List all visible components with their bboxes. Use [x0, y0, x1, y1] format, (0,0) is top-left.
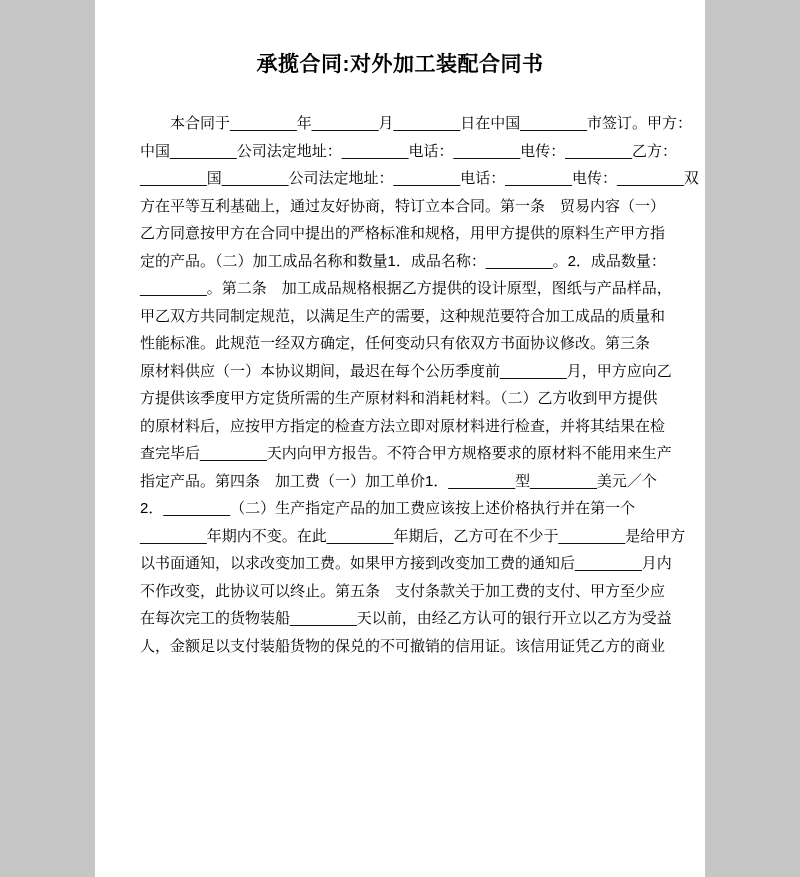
text-line: 人，金额足以支付装船货物的保兑的不可撤销的信用证。该信用证凭乙方的商业: [140, 637, 666, 655]
text-line: 本合同于________年________月________日在中国________市签订。甲方：: [170, 115, 692, 132]
text-line: 乙方同意按甲方在合同中提出的严格标准和规格，用甲方提供的原料生产甲方指: [140, 225, 666, 242]
text-line: 性能标准。此规范一经双方确定，任何变动只有依双方书面协议修改。第三条: [140, 335, 651, 352]
text-line: 的原材料后，应按甲方指定的检查方法立即对原材料进行检查，并将其结果在检: [140, 417, 666, 435]
text-line: 不作改变，此协议可以终止。第五条 支付条款关于加工费的支付、甲方至少应: [140, 582, 666, 600]
text-line: ________。第二条 加工成品规格根据乙方提供的设计原型，图纸与产品样品，: [140, 280, 672, 297]
text-line: 甲乙双方共同制定规范，以满足生产的需要，这种规范要符合加工成品的质量和: [140, 307, 666, 325]
document-title: 承揽合同:对外加工装配合同书: [256, 53, 544, 76]
text-line: 指定产品。第四条 加工费（一）加工单价1．________型________美元／个: [140, 472, 657, 490]
text-line: 中国________公司法定地址：________电话：________电传：________乙方：: [140, 142, 677, 160]
text-line: 2．________（二）生产指定产品的加工费应该按上述价格执行并在第一个: [140, 500, 636, 517]
text-line: 定的产品。（二）加工成品名称和数量1．成品名称：________。2．成品数量：: [140, 252, 666, 270]
document-body: [95, 110, 705, 660]
document-page: [95, 0, 705, 877]
text-line: ________年期内不变。在此________年期后，乙方可在不少于________是给甲方: [140, 527, 686, 545]
text-line: 在每次完工的货物装船________天以前，由经乙方认可的银行开立以乙方为受益: [140, 610, 672, 627]
text-line: 方提供该季度甲方定货所需的生产原材料和消耗材料。（二）乙方收到甲方提供: [140, 390, 658, 407]
text-line: 以书面通知，以求改变加工费。如果甲方接到改变加工费的通知后________月内: [140, 555, 672, 572]
text-line: 方在平等互利基础上，通过友好协商，特订立本合同。第一条 贸易内容（一）: [140, 197, 666, 215]
text-line: 原材料供应（一）本协议期间，最迟在每个公历季度前________月，甲方应向乙: [140, 362, 672, 380]
text-line: ________国________公司法定地址：________电话：________电传：________双: [140, 170, 699, 187]
text-line: 查完毕后________天内向甲方报告。不符合甲方规格要求的原材料不能用来生产: [140, 445, 672, 462]
